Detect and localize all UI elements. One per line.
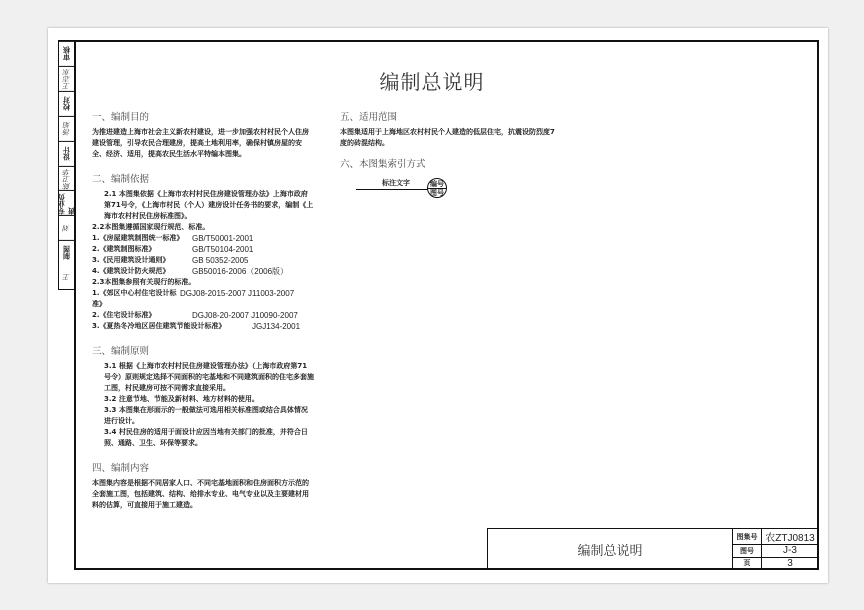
title-block-value: J-3 bbox=[783, 545, 797, 557]
strip-cell: 专业负责 bbox=[59, 190, 74, 215]
standard-code: GB/T50001-2001 bbox=[192, 234, 254, 243]
signature: 刘 bbox=[59, 215, 74, 240]
standard-row bbox=[92, 266, 314, 277]
standard-row bbox=[92, 244, 314, 255]
strip-cell: 审核 bbox=[59, 41, 74, 66]
standard-row bbox=[92, 255, 314, 266]
strip-cell: 制图 bbox=[59, 240, 74, 265]
standard-name: 3.《民用建筑设计通则》 bbox=[92, 256, 170, 264]
standard-code: JGJ134-2001 bbox=[252, 322, 301, 331]
section-heading: 三、编制原则 bbox=[92, 346, 150, 357]
section-text: 3.2 注意节地、节能及新材料、地方材料的使用。 bbox=[104, 395, 259, 403]
section-text: 本图集适用于上海地区农村村民个人建造的低层住宅，抗震设防烈度7度的砖混结构。 bbox=[340, 128, 555, 147]
title-block-value: 农ZTJ0813 bbox=[765, 533, 815, 544]
index-drawing-no: 图号 bbox=[430, 189, 444, 197]
standard-name: 1.《郊区中心村住宅设计标准》 bbox=[92, 289, 177, 308]
section-text: 本图集内容是根据不同居家人口、不同宅基地面积和住房面积方示范的全套施工图，包括建筑、结构、给排水专业、电气专业以及主要建材用料的估算，可直接用于施工建造。 bbox=[92, 479, 309, 509]
index-symbol bbox=[340, 176, 560, 216]
standard-name: 1.《房屋建筑制图统一标准》 bbox=[92, 234, 184, 242]
index-circle-icon bbox=[427, 178, 447, 198]
right-column bbox=[340, 112, 560, 216]
section-text: 3.1 根据《上海市农村村民住房建设管理办法》（上海市政府第71号令）原则规定选择不同面积的宅基地和不同建筑面积的住宅多套施工图，村民建房可按不同需求直接采用。 bbox=[104, 362, 314, 392]
standard-code: GB 50352-2005 bbox=[192, 256, 249, 265]
standard-row bbox=[92, 233, 314, 244]
title-block-key: 图号 bbox=[733, 545, 762, 557]
title-block-row bbox=[733, 529, 818, 545]
signature: 陈卫华 bbox=[59, 166, 74, 191]
standard-name: 3.《夏热冬冷地区居住建筑节能设计标准》 bbox=[92, 322, 226, 330]
label-text: 标注文字 bbox=[382, 179, 410, 187]
title-block-key: 图集号 bbox=[733, 529, 762, 544]
index-number: 编号 bbox=[430, 180, 444, 188]
signature: 汤焰 bbox=[59, 116, 74, 141]
section-heading: 五、适用范围 bbox=[340, 112, 398, 123]
section-heading: 四、编制内容 bbox=[92, 463, 150, 474]
leader-line bbox=[356, 189, 428, 190]
section-text: 3.4 村民住房的适用于面设计应因当地有关部门的批准，并符合日照、通路、卫生、环保等要求。 bbox=[104, 428, 308, 447]
signature: 王 bbox=[62, 273, 71, 281]
section-text: 2.2本图集遵循国家现行规范、标准。 bbox=[92, 223, 210, 231]
strip-cell: 校对 bbox=[59, 91, 74, 116]
standard-name: 2.《建筑制图标准》 bbox=[92, 245, 156, 253]
title-block bbox=[487, 528, 819, 570]
page-title: 编制总说明 bbox=[379, 70, 485, 94]
section-text: 3.3 本图集在形面示的一般做法可选用相关标准图或结合具体情况进行设计。 bbox=[104, 406, 308, 425]
standard-row bbox=[92, 321, 314, 332]
standard-code: DGJ08-2015-2007 J11003-2007 bbox=[180, 289, 295, 298]
section-heading: 六、本图集索引方式 bbox=[340, 159, 426, 170]
signature: 王志东 bbox=[59, 66, 74, 91]
section-text: 2.1 本图集依据《上海市农村村民住房建设管理办法》上海市政府第71号令，《上海市村民（个人）建房设计任务书的要求，编制《上海市农村村民住房标准图》。 bbox=[104, 190, 314, 220]
standard-row bbox=[92, 288, 314, 310]
section-heading: 二、编制依据 bbox=[92, 174, 150, 185]
standard-name: 4.《建筑设计防火规范》 bbox=[92, 267, 170, 275]
title-block-drawing-name: 编制总说明 bbox=[488, 529, 733, 569]
strip-cell: 设计 bbox=[59, 141, 74, 166]
title-block-row bbox=[733, 558, 818, 570]
section-heading: 一、编制目的 bbox=[92, 112, 150, 123]
title-block-key: 页 bbox=[733, 558, 762, 570]
standard-name: 2.《住宅设计标准》 bbox=[92, 311, 156, 319]
title-block-value: 3 bbox=[787, 557, 793, 569]
standard-row bbox=[92, 310, 314, 321]
standard-code: GB/T50104-2001 bbox=[192, 245, 254, 254]
title-block-row bbox=[733, 545, 818, 558]
section-text: 为推进建造上海市社会主义新农村建设，进一步加强农村村民个人住房建设管理，引导农民合理建房，提高土地利用率，确保村镇房屋的安全、经济、适用，提高农民生活水平特编本图集。 bbox=[92, 128, 309, 158]
left-column bbox=[92, 112, 314, 511]
standard-code: DGJ08-20-2007 J10090-2007 bbox=[192, 311, 298, 320]
section-text: 2.3本图集参照有关现行的标准。 bbox=[92, 278, 196, 286]
standard-code: GB50016-2006（2006版） bbox=[192, 267, 289, 276]
